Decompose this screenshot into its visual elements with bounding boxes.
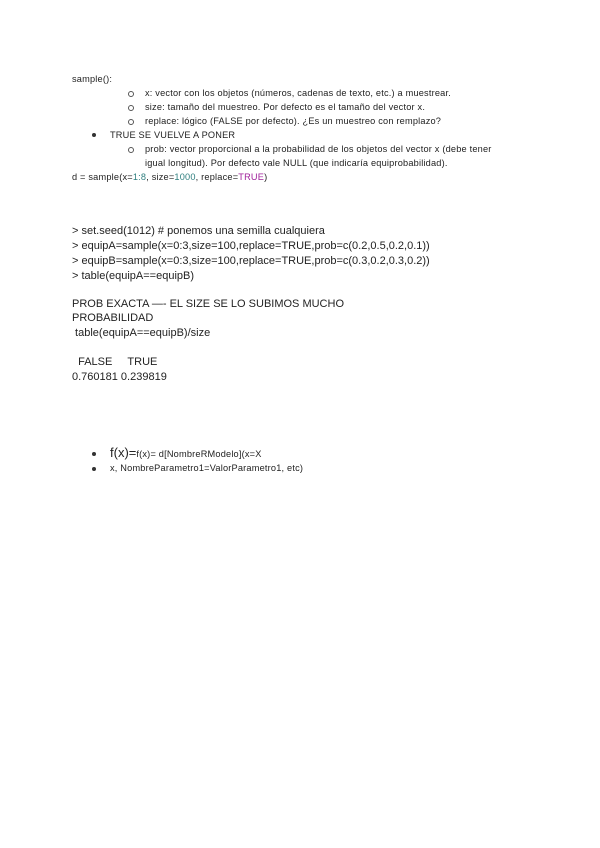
sample-example-code: d = sample(x=1:8, size=1000, replace=TRUE) [72, 172, 268, 182]
param-x-text: x: vector con los objetos (números, cadenas de texto, etc.) a muestrear. [145, 88, 451, 98]
sample-heading: sample(): [72, 74, 113, 84]
formula-big-text: f(x)= [110, 445, 137, 460]
formula-line [110, 444, 262, 462]
param-replace-text: replace: lógico (FALSE por defecto). ¿Es un muestreo con remplazo? [145, 116, 442, 126]
note-probabilidad: PROBABILIDAD [72, 312, 154, 324]
disc-bullet-icon [92, 133, 96, 137]
param-size-text: size: tamaño del muestreo. Por defecto es el tamaño del vector x. [145, 102, 426, 112]
circle-bullet-icon [128, 91, 134, 97]
circle-bullet-icon [128, 119, 134, 125]
code-line-seed: > set.seed(1012) # ponemos una semilla cualquiera [72, 225, 325, 237]
true-note-text: TRUE SE VUELVE A PONER [110, 130, 236, 140]
formula-small-text: f(x)= d[NombreRModelo](x=X [136, 449, 262, 459]
table-output-values: 0.760181 0.239819 [72, 371, 167, 383]
disc-bullet-icon [92, 467, 96, 471]
param-prob-text-1: prob: vector proporcional a la probabilidad de los objetos del vector x (debe tener [145, 144, 492, 154]
circle-bullet-icon [128, 105, 134, 111]
table-output-header: FALSE TRUE [72, 356, 158, 368]
param-prob-text-2: igual longitud). Por defecto vale NULL (que indicaría equiprobabilidad). [145, 158, 448, 168]
note-prob-exacta: PROB EXACTA —- EL SIZE SE LO SUBIMOS MUCHO [72, 298, 344, 310]
code-line-equipB: > equipB=sample(x=0:3,size=100,replace=TRUE,prob=c(0.3,0.2,0.3,0.2)) [72, 255, 430, 267]
disc-bullet-icon [92, 452, 96, 456]
formula-params-text: x, NombreParametro1=ValorParametro1, etc) [110, 463, 304, 473]
code-line-table: > table(equipA==equipB) [72, 270, 195, 282]
note-table-size: table(equipA==equipB)/size [72, 327, 211, 339]
circle-bullet-icon [128, 147, 134, 153]
code-line-equipA: > equipA=sample(x=0:3,size=100,replace=TRUE,prob=c(0.2,0.5,0.2,0.1)) [72, 240, 430, 252]
